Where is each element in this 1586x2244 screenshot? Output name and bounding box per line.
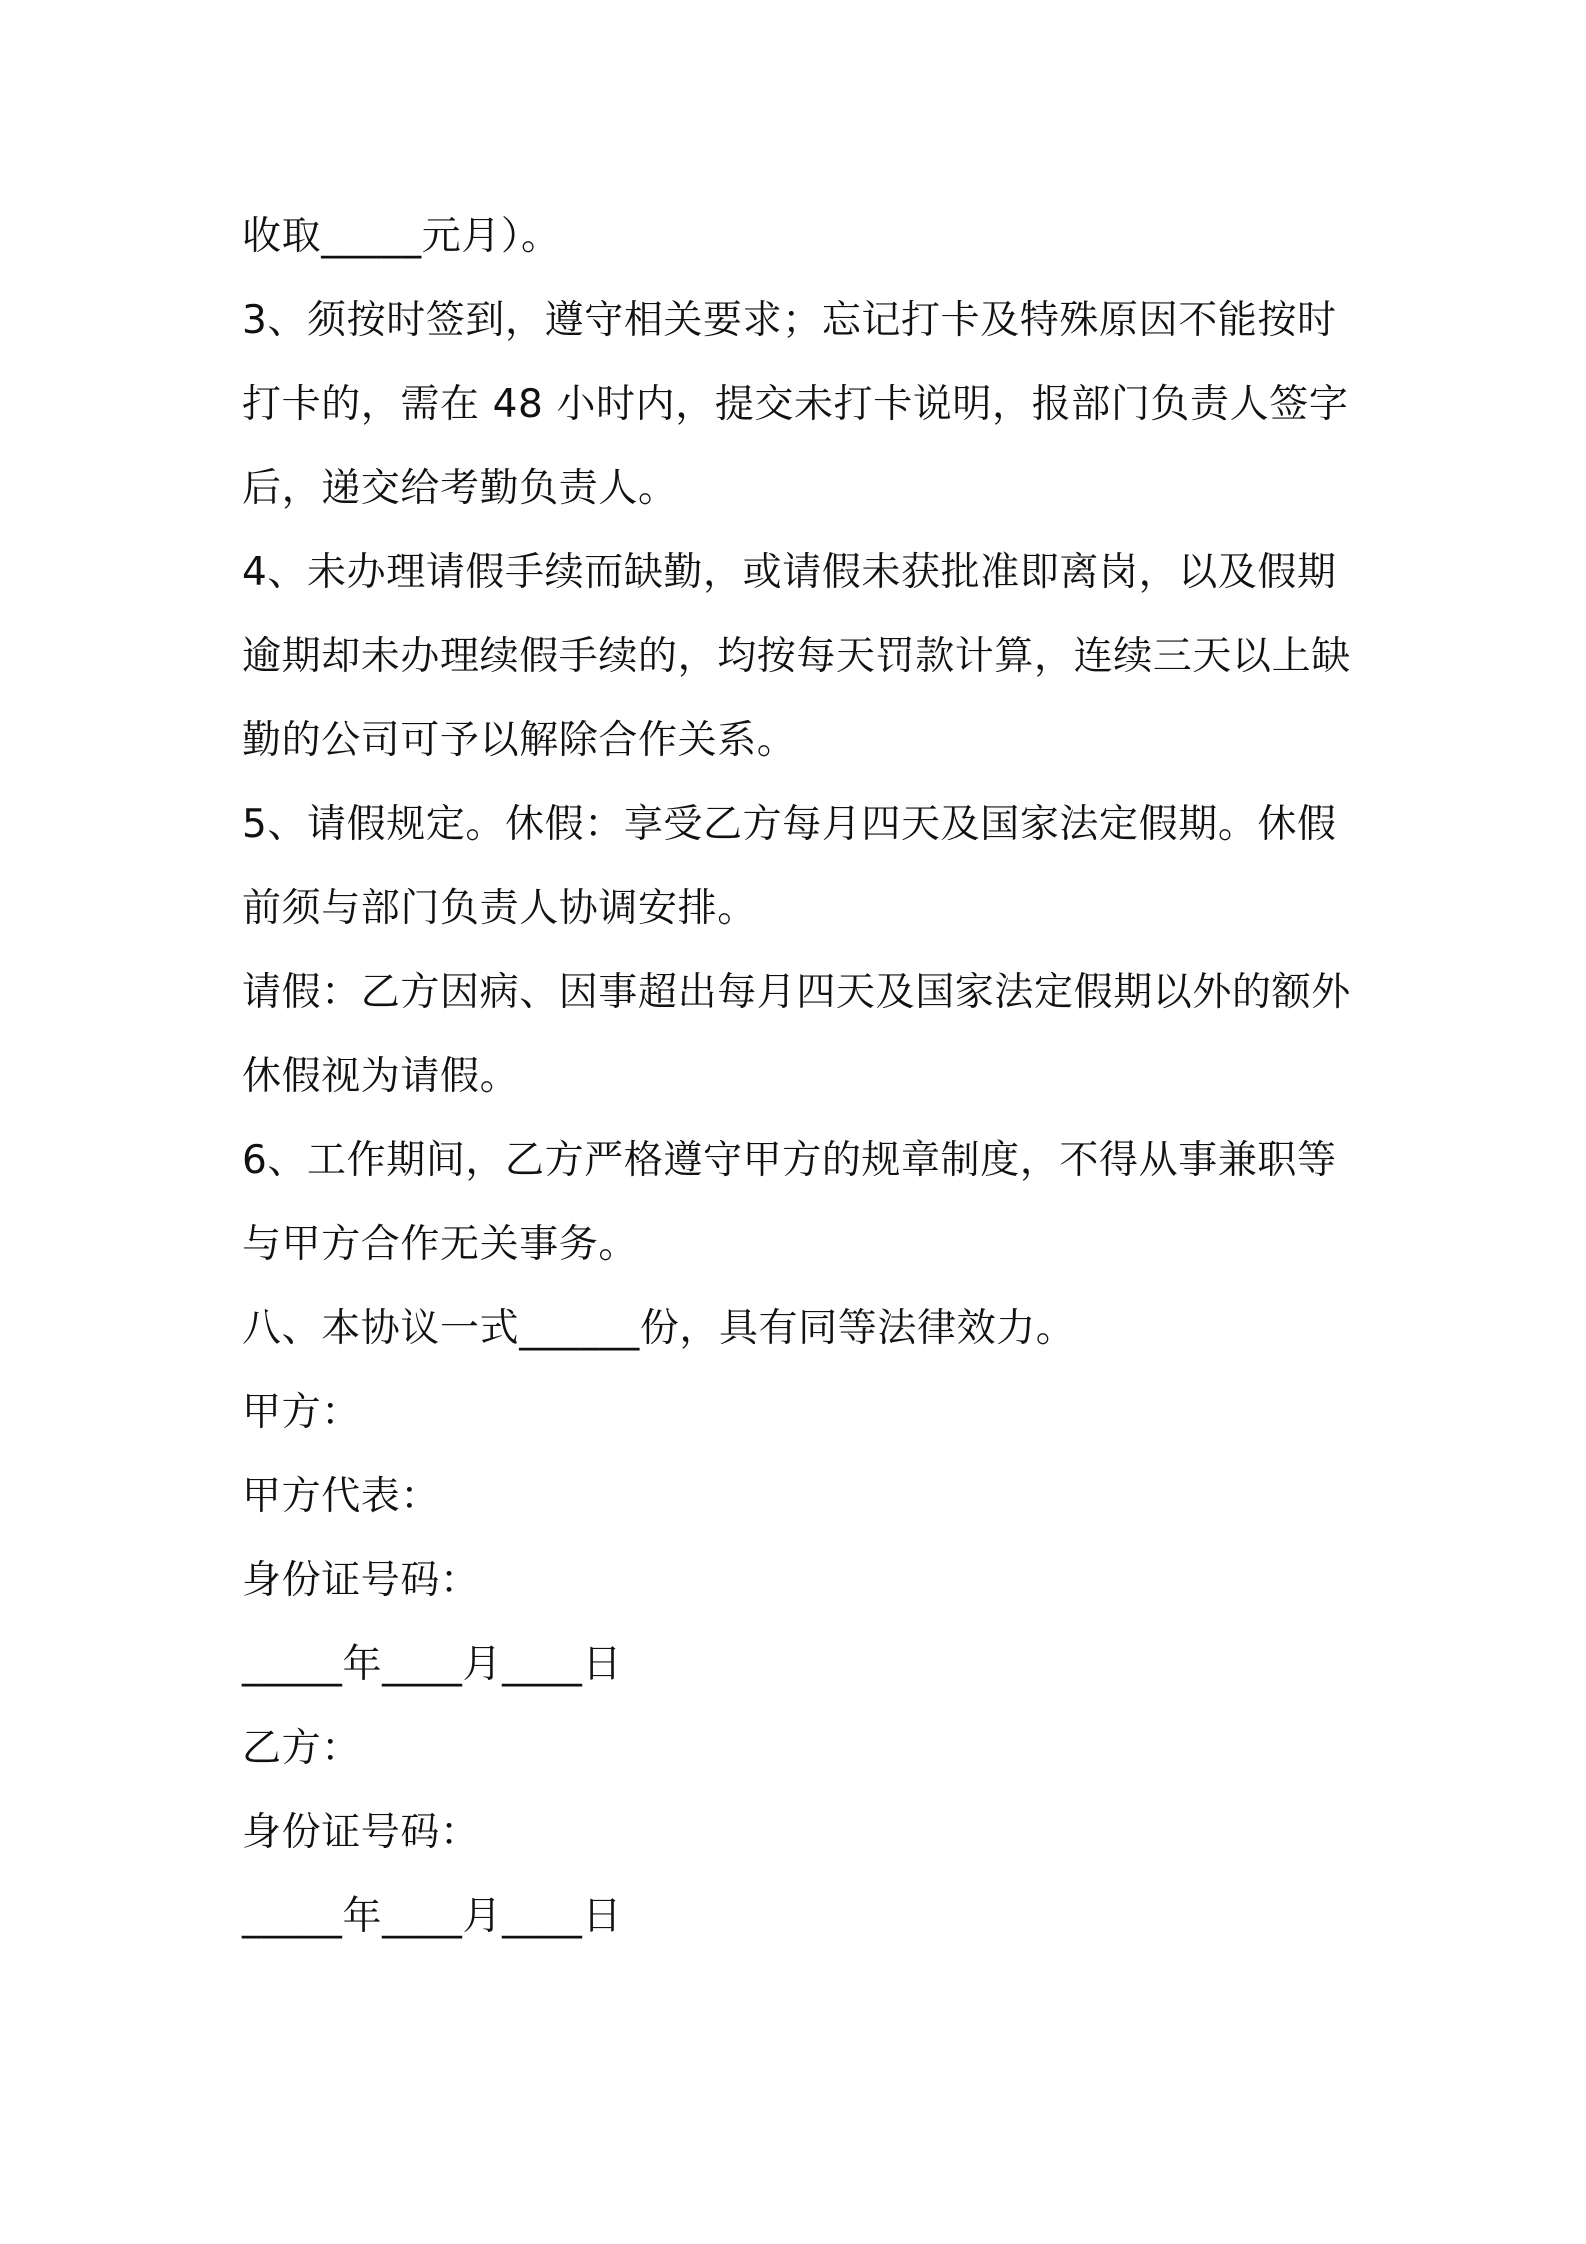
clause-5-line-1: 5、请假规定。休假：享受乙方每月四天及国家法定假期。休假 xyxy=(242,802,1337,847)
clause-4-line-2: 逾期却未办理续假手续的，均按每天罚款计算，连续三天以上缺 xyxy=(242,634,1351,679)
party-b-date-line: _____年____月____日 xyxy=(242,1894,623,1939)
party-b-label: 乙方： xyxy=(242,1726,361,1771)
clause-6-line-1: 6、工作期间，乙方严格遵守甲方的规章制度，不得从事兼职等 xyxy=(242,1138,1337,1183)
clause-3-line-3: 后，递交给考勤负责人。 xyxy=(242,466,678,511)
clause-6-line-2: 与甲方合作无关事务。 xyxy=(242,1222,639,1267)
clause-3-line-2: 打卡的，需在 48 小时内，提交未打卡说明，报部门负责人签字 xyxy=(242,382,1349,427)
leave-rule-line-2: 休假视为请假。 xyxy=(242,1054,520,1099)
party-a-representative-label: 甲方代表： xyxy=(242,1474,441,1519)
leave-rule-line-1: 请假：乙方因病、因事超出每月四天及国家法定假期以外的额外 xyxy=(242,970,1351,1015)
clause-4-line-3: 勤的公司可予以解除合作关系。 xyxy=(242,718,797,763)
clause-4-line-1: 4、未办理请假手续而缺勤，或请假未获批准即离岗，以及假期 xyxy=(242,550,1337,595)
party-a-id-number-label: 身份证号码： xyxy=(242,1558,480,1603)
document-body xyxy=(242,195,1362,1959)
party-b-id-number-label: 身份证号码： xyxy=(242,1810,480,1855)
clause-5-line-2: 前须与部门负责人协调安排。 xyxy=(242,886,757,931)
clause-8: 八、本协议一式______份，具有同等法律效力。 xyxy=(242,1306,1076,1351)
party-a-date-line: _____年____月____日 xyxy=(242,1642,623,1687)
party-a-label: 甲方： xyxy=(242,1390,361,1435)
clause-3-line-1: 3、须按时签到，遵守相关要求；忘记打卡及特殊原因不能按时 xyxy=(242,298,1337,343)
fee-clause-end: 收取_____元月）。 xyxy=(242,214,561,259)
